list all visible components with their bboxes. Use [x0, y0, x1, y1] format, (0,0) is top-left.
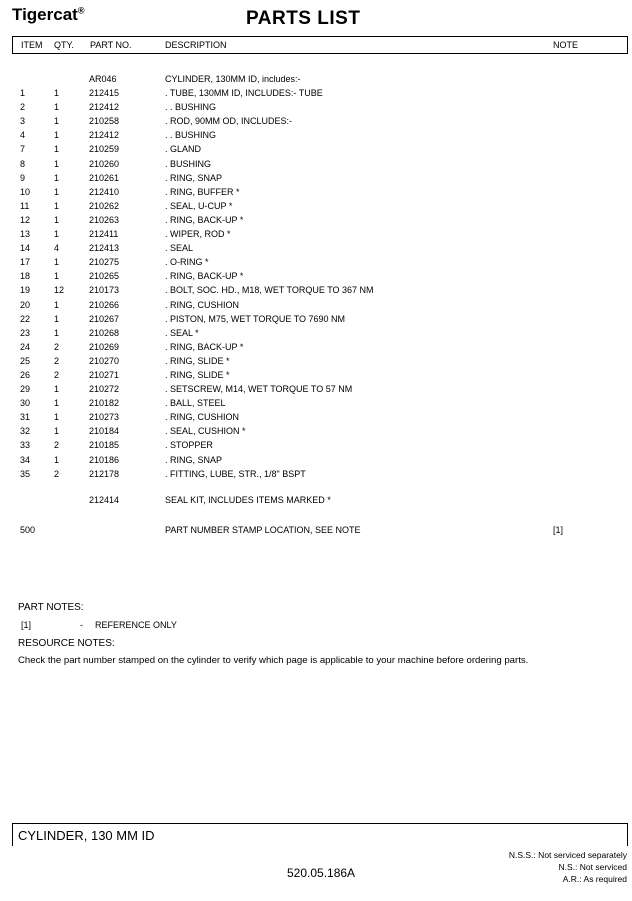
- table-row: [0, 440, 632, 454]
- row-desc: . SEAL *: [165, 327, 199, 338]
- row-item: 3: [20, 116, 26, 127]
- row-desc: . RING, SLIDE *: [165, 355, 230, 366]
- row-item: 26: [20, 369, 31, 380]
- row-part-no: 212412: [89, 130, 120, 141]
- row-part-no: 210173: [89, 285, 120, 296]
- row-item: 31: [20, 412, 31, 423]
- row-item: 1: [20, 88, 26, 99]
- row-desc: . BUSHING: [165, 158, 212, 169]
- table-row: [0, 342, 632, 356]
- table-row: [0, 102, 632, 116]
- row-desc: . RING, CUSHION: [165, 412, 240, 423]
- row-desc: . O-RING *: [165, 257, 209, 268]
- row-desc: . SETSCREW, M14, WET TORQUE TO 57 NM: [165, 384, 353, 395]
- row-desc: . ROD, 90MM OD, INCLUDES:-: [165, 116, 293, 127]
- row-desc: . SEAL, CUSHION *: [165, 426, 246, 437]
- part-notes-heading: PART NOTES:: [18, 602, 84, 613]
- row-qty: 1: [54, 200, 60, 211]
- row-item: 19: [20, 285, 31, 296]
- row-part-no: 212413: [89, 243, 120, 254]
- row-part-no: 210258: [89, 116, 120, 127]
- row-desc: . BALL, STEEL: [165, 398, 226, 409]
- row-item: 29: [20, 384, 31, 395]
- stamp-note: [1]: [553, 525, 564, 535]
- assembly-part-no: AR046: [89, 74, 117, 84]
- row-item: 18: [20, 271, 31, 282]
- row-item: 30: [20, 398, 31, 409]
- row-part-no: 210275: [89, 257, 120, 268]
- row-desc: . RING, SLIDE *: [165, 369, 230, 380]
- row-desc: . RING, BACK-UP *: [165, 341, 244, 352]
- row-part-no: 210265: [89, 271, 120, 282]
- stamp-item: 500: [20, 525, 36, 535]
- col-desc-header: DESCRIPTION: [165, 40, 227, 50]
- table-row: [0, 398, 632, 412]
- row-item: 13: [20, 229, 31, 240]
- row-item: 2: [20, 102, 26, 113]
- row-item: 35: [20, 468, 31, 479]
- col-note-header: NOTE: [553, 40, 579, 50]
- table-row: [0, 328, 632, 342]
- row-desc: . BOLT, SOC. HD., M18, WET TORQUE TO 367 NM: [165, 285, 374, 296]
- row-desc: . WIPER, ROD *: [165, 229, 231, 240]
- table-row: [0, 144, 632, 158]
- table-row: [0, 412, 632, 426]
- table-row: [0, 88, 632, 102]
- part-note-ref: [1]: [21, 620, 32, 630]
- row-qty: 1: [54, 158, 60, 169]
- seal-kit-desc: SEAL KIT, INCLUDES ITEMS MARKED *: [165, 495, 331, 505]
- row-desc: . . BUSHING: [165, 102, 217, 113]
- row-part-no: 210186: [89, 454, 120, 465]
- table-row: [0, 384, 632, 398]
- seal-kit-part-no: 212414: [89, 495, 120, 505]
- row-item: 7: [20, 144, 26, 155]
- row-item: 23: [20, 327, 31, 338]
- footer-title: CYLINDER, 130 MM ID: [18, 828, 155, 843]
- row-part-no: 212410: [89, 186, 120, 197]
- row-item: 32: [20, 426, 31, 437]
- footer-title-box: [12, 823, 628, 846]
- table-header: [12, 36, 628, 54]
- row-item: 11: [20, 200, 30, 211]
- page-title: PARTS LIST: [246, 8, 361, 29]
- row-qty: 1: [54, 116, 60, 127]
- table-row: [0, 116, 632, 130]
- row-part-no: 210259: [89, 144, 120, 155]
- row-item: 10: [20, 186, 31, 197]
- parts-table: [0, 74, 632, 483]
- row-qty: 1: [54, 88, 60, 99]
- legend-nss: N.S.S.: Not serviced separately: [508, 850, 627, 860]
- row-qty: 1: [54, 454, 60, 465]
- row-part-no: 212415: [89, 88, 120, 99]
- row-qty: 1: [54, 426, 60, 437]
- row-qty: 1: [54, 384, 60, 395]
- table-row: [0, 285, 632, 299]
- row-part-no: 210271: [89, 369, 120, 380]
- row-item: 20: [20, 299, 31, 310]
- row-part-no: 210185: [89, 440, 120, 451]
- row-qty: 2: [54, 468, 60, 479]
- table-row: [0, 370, 632, 384]
- row-desc: . TUBE, 130MM ID, INCLUDES:- TUBE: [165, 88, 323, 99]
- row-part-no: 210184: [89, 426, 120, 437]
- row-part-no: 212411: [89, 229, 119, 240]
- row-qty: 1: [54, 398, 60, 409]
- row-part-no: 210268: [89, 327, 120, 338]
- row-item: 4: [20, 130, 26, 141]
- trademark-symbol: ®: [77, 5, 85, 16]
- table-row: [0, 469, 632, 483]
- row-qty: 1: [54, 313, 60, 324]
- row-qty: 1: [54, 102, 60, 113]
- table-row: [0, 257, 632, 271]
- row-qty: 2: [54, 341, 60, 352]
- row-part-no: 210266: [89, 299, 120, 310]
- row-desc: . PISTON, M75, WET TORQUE TO 7690 NM: [165, 313, 346, 324]
- legend-ar: A.R.: As required: [562, 874, 627, 884]
- document-number: 520.05.186A: [287, 866, 356, 880]
- row-desc: . SEAL, U-CUP *: [165, 200, 233, 211]
- table-row: [0, 314, 632, 328]
- table-row: [0, 130, 632, 144]
- part-note-text: REFERENCE ONLY: [95, 620, 177, 630]
- row-part-no: 212412: [89, 102, 120, 113]
- row-part-no: 210272: [89, 384, 120, 395]
- part-note-dash: -: [80, 620, 83, 630]
- row-part-no: 210267: [89, 313, 120, 324]
- abbreviation-legend: [509, 849, 627, 885]
- row-item: 34: [20, 454, 31, 465]
- assembly-desc: CYLINDER, 130MM ID, includes:-: [165, 74, 301, 84]
- brand-logo: [12, 5, 84, 25]
- col-qty-header: QTY.: [54, 40, 74, 50]
- row-part-no: 210263: [89, 214, 120, 225]
- row-desc: . RING, BUFFER *: [165, 186, 240, 197]
- table-row: [0, 229, 632, 243]
- row-qty: 1: [54, 271, 60, 282]
- resource-notes-text: Check the part number stamped on the cylinder to verify which page is applicable to your machine before ordering parts.: [18, 655, 529, 666]
- row-part-no: 210270: [89, 355, 120, 366]
- row-qty: 1: [54, 144, 60, 155]
- row-qty: 1: [54, 299, 60, 310]
- row-qty: 2: [54, 440, 60, 451]
- table-row: [0, 300, 632, 314]
- row-desc: . . BUSHING: [165, 130, 217, 141]
- brand-name: Tigercat: [12, 5, 78, 24]
- col-part-header: PART NO.: [90, 40, 132, 50]
- row-qty: 1: [54, 327, 60, 338]
- row-qty: 1: [54, 172, 60, 183]
- row-qty: 4: [54, 243, 60, 254]
- row-desc: . GLAND: [165, 144, 202, 155]
- row-part-no: 210261: [89, 172, 120, 183]
- row-item: 14: [20, 243, 31, 254]
- row-item: 8: [20, 158, 26, 169]
- assembly-row: [0, 74, 632, 88]
- table-row: [0, 356, 632, 370]
- row-item: 12: [20, 214, 31, 225]
- row-part-no: 210262: [89, 200, 120, 211]
- row-desc: . RING, SNAP: [165, 454, 223, 465]
- row-desc: . RING, BACK-UP *: [165, 214, 244, 225]
- row-desc: . RING, CUSHION: [165, 299, 240, 310]
- row-part-no: 210269: [89, 341, 120, 352]
- row-qty: 2: [54, 355, 60, 366]
- table-row: [0, 173, 632, 187]
- row-part-no: 210260: [89, 158, 120, 169]
- row-item: 25: [20, 355, 31, 366]
- table-row: [0, 159, 632, 173]
- legend-ns: N.S.: Not serviced: [558, 862, 627, 872]
- row-desc: . RING, BACK-UP *: [165, 271, 244, 282]
- row-qty: 1: [54, 130, 60, 141]
- parts-rows: [0, 88, 632, 483]
- resource-notes-heading: RESOURCE NOTES:: [18, 638, 115, 649]
- stamp-desc: PART NUMBER STAMP LOCATION, SEE NOTE: [165, 525, 361, 535]
- row-qty: 1: [54, 186, 60, 197]
- table-row: [0, 187, 632, 201]
- row-qty: 1: [54, 412, 60, 423]
- table-row: [0, 426, 632, 440]
- row-qty: 2: [54, 369, 60, 380]
- table-row: [0, 243, 632, 257]
- row-qty: 1: [54, 214, 60, 225]
- table-row: [0, 215, 632, 229]
- table-row: [0, 201, 632, 215]
- row-item: 33: [20, 440, 31, 451]
- row-qty: 1: [54, 229, 60, 240]
- table-row: [0, 455, 632, 469]
- row-desc: . STOPPER: [165, 440, 213, 451]
- row-item: 22: [20, 313, 31, 324]
- row-qty: 1: [54, 257, 60, 268]
- row-item: 17: [20, 257, 31, 268]
- row-part-no: 210273: [89, 412, 120, 423]
- row-desc: . SEAL: [165, 243, 194, 254]
- table-row: [0, 271, 632, 285]
- row-desc: . RING, SNAP: [165, 172, 223, 183]
- col-item-header: ITEM: [21, 40, 43, 50]
- row-desc: . FITTING, LUBE, STR., 1/8" BSPT: [165, 468, 306, 479]
- row-qty: 12: [54, 285, 65, 296]
- row-part-no: 210182: [89, 398, 120, 409]
- row-item: 9: [20, 172, 26, 183]
- row-part-no: 212178: [89, 468, 120, 479]
- row-item: 24: [20, 341, 31, 352]
